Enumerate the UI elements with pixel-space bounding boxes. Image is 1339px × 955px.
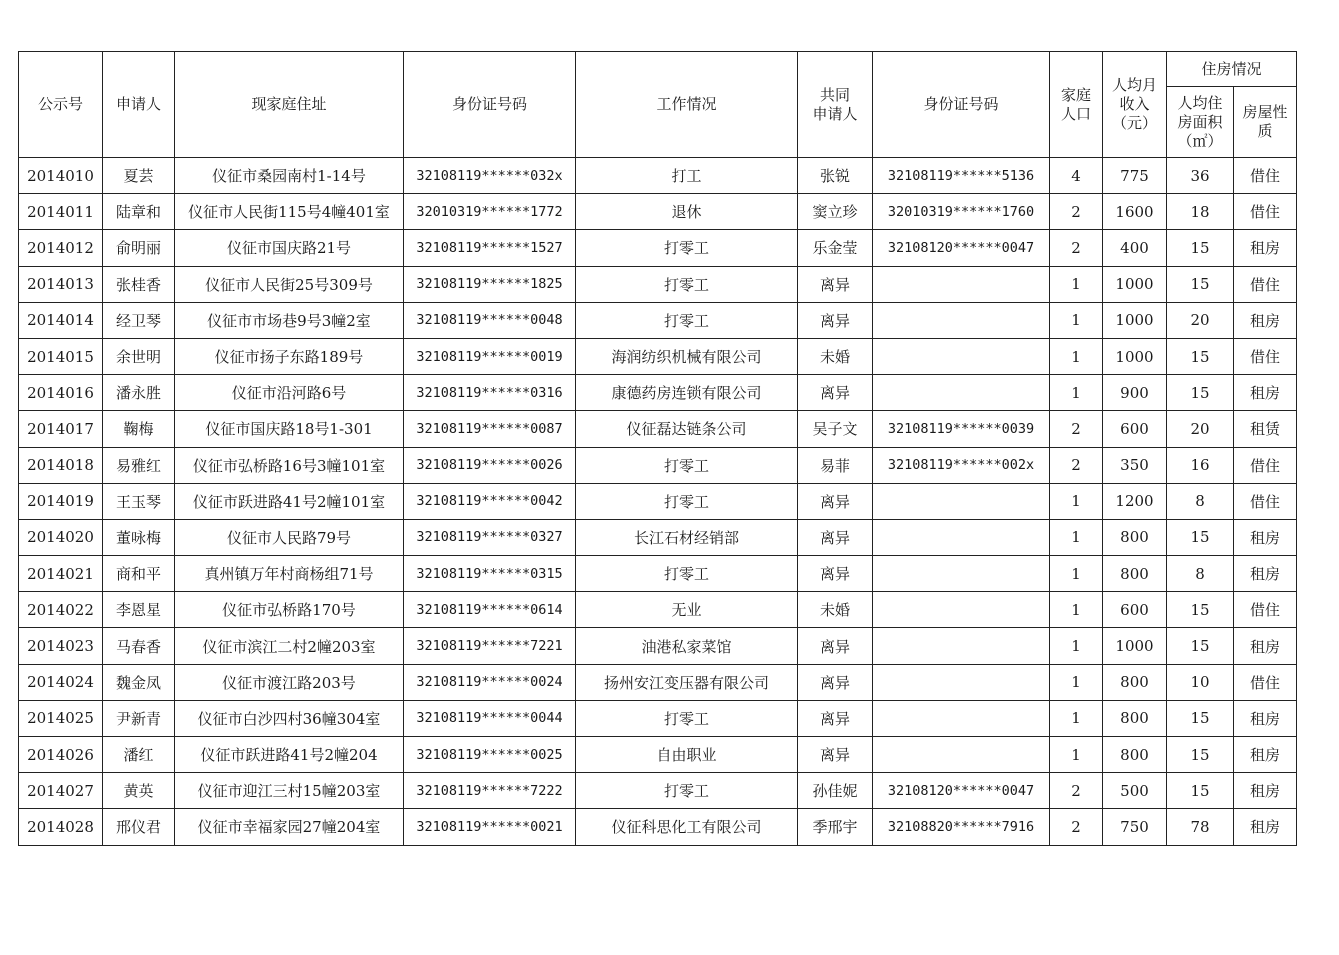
cell-id-no: 32108119******0025: [404, 737, 576, 773]
cell-co-id-no: 32108120******0047: [873, 230, 1050, 266]
cell-id-no: 32108119******7221: [404, 628, 576, 664]
cell-income: 400: [1103, 230, 1167, 266]
table-row: [19, 266, 1297, 302]
cell-work: 打零工: [576, 302, 798, 338]
cell-nature: 借住: [1234, 338, 1297, 374]
table-row: [19, 592, 1297, 628]
cell-notice-no: 2014012: [19, 230, 103, 266]
cell-address: 仪征市白沙四村36幢304室: [175, 700, 404, 736]
cell-work: 打零工: [576, 483, 798, 519]
cell-co-applicant: 离异: [798, 483, 873, 519]
cell-id-no: 32108119******0019: [404, 338, 576, 374]
table-row: [19, 338, 1297, 374]
cell-address: 仪征市沿河路6号: [175, 375, 404, 411]
header-work: 工作情况: [576, 52, 798, 158]
cell-co-applicant: 离异: [798, 664, 873, 700]
cell-co-applicant: 吴子文: [798, 411, 873, 447]
header-notice-no: 公示号: [19, 52, 103, 158]
cell-work: 扬州安江变压器有限公司: [576, 664, 798, 700]
cell-nature: 租房: [1234, 375, 1297, 411]
cell-address: 仪征市弘桥路16号3幢101室: [175, 447, 404, 483]
cell-applicant: 邢仪君: [103, 809, 175, 845]
cell-work: 无业: [576, 592, 798, 628]
cell-co-id-no: [873, 338, 1050, 374]
table-row: [19, 519, 1297, 555]
table-row: [19, 483, 1297, 519]
cell-applicant: 余世明: [103, 338, 175, 374]
cell-income: 500: [1103, 773, 1167, 809]
cell-id-no: 32108119******7222: [404, 773, 576, 809]
table-row: [19, 411, 1297, 447]
cell-applicant: 经卫琴: [103, 302, 175, 338]
cell-area: 15: [1167, 519, 1234, 555]
table-row: [19, 375, 1297, 411]
cell-co-id-no: [873, 628, 1050, 664]
cell-id-no: 32108119******0315: [404, 556, 576, 592]
cell-address: 仪征市人民街115号4幢401室: [175, 194, 404, 230]
cell-co-applicant: 未婚: [798, 592, 873, 628]
cell-address: 仪征市跃进路41号2幢101室: [175, 483, 404, 519]
cell-id-no: 32108119******0044: [404, 700, 576, 736]
cell-address: 仪征市滨江二村2幢203室: [175, 628, 404, 664]
cell-notice-no: 2014028: [19, 809, 103, 845]
cell-nature: 借住: [1234, 158, 1297, 194]
cell-work: 打零工: [576, 447, 798, 483]
cell-co-id-no: [873, 302, 1050, 338]
cell-work: 打零工: [576, 700, 798, 736]
cell-applicant: 易雅红: [103, 447, 175, 483]
cell-co-applicant: 离异: [798, 519, 873, 555]
cell-applicant: 王玉琴: [103, 483, 175, 519]
cell-work: 自由职业: [576, 737, 798, 773]
cell-work: 退休: [576, 194, 798, 230]
cell-applicant: 商和平: [103, 556, 175, 592]
cell-co-id-no: [873, 556, 1050, 592]
cell-income: 1000: [1103, 338, 1167, 374]
cell-area: 18: [1167, 194, 1234, 230]
cell-id-no: 32108119******032x: [404, 158, 576, 194]
header-id-no: 身份证号码: [404, 52, 576, 158]
cell-area: 15: [1167, 700, 1234, 736]
header-nature: 房屋性 质: [1234, 87, 1297, 158]
cell-co-id-no: 32108120******0047: [873, 773, 1050, 809]
cell-id-no: 32108119******0024: [404, 664, 576, 700]
cell-notice-no: 2014019: [19, 483, 103, 519]
cell-nature: 租房: [1234, 628, 1297, 664]
cell-area: 15: [1167, 737, 1234, 773]
cell-household: 4: [1050, 158, 1103, 194]
header-housing-group: 住房情况: [1167, 52, 1297, 87]
cell-applicant: 李恩星: [103, 592, 175, 628]
table-row: [19, 158, 1297, 194]
table-header-row: [19, 52, 1297, 87]
cell-household: 1: [1050, 519, 1103, 555]
cell-co-id-no: [873, 519, 1050, 555]
cell-notice-no: 2014014: [19, 302, 103, 338]
cell-notice-no: 2014011: [19, 194, 103, 230]
housing-application-table-sheet: [18, 51, 1296, 846]
cell-co-id-no: 32108119******002x: [873, 447, 1050, 483]
cell-co-applicant: 乐金莹: [798, 230, 873, 266]
table-row: [19, 809, 1297, 845]
cell-nature: 租房: [1234, 302, 1297, 338]
cell-address: 仪征市幸福家园27幢204室: [175, 809, 404, 845]
cell-income: 1600: [1103, 194, 1167, 230]
cell-notice-no: 2014020: [19, 519, 103, 555]
applicant-table: [18, 51, 1297, 846]
cell-work: 打零工: [576, 266, 798, 302]
cell-id-no: 32108119******0042: [404, 483, 576, 519]
cell-notice-no: 2014024: [19, 664, 103, 700]
cell-co-applicant: 窦立珍: [798, 194, 873, 230]
cell-household: 1: [1050, 700, 1103, 736]
cell-address: 仪征市渡江路203号: [175, 664, 404, 700]
header-applicant: 申请人: [103, 52, 175, 158]
cell-co-applicant: 孙佳妮: [798, 773, 873, 809]
cell-nature: 租房: [1234, 519, 1297, 555]
cell-applicant: 张桂香: [103, 266, 175, 302]
cell-address: 仪征市国庆路18号1-301: [175, 411, 404, 447]
table-row: [19, 230, 1297, 266]
cell-household: 2: [1050, 447, 1103, 483]
cell-co-id-no: [873, 266, 1050, 302]
cell-applicant: 尹新青: [103, 700, 175, 736]
cell-work: 仪征科思化工有限公司: [576, 809, 798, 845]
cell-applicant: 黄英: [103, 773, 175, 809]
cell-household: 1: [1050, 592, 1103, 628]
cell-income: 800: [1103, 556, 1167, 592]
cell-household: 1: [1050, 556, 1103, 592]
cell-nature: 借住: [1234, 483, 1297, 519]
cell-notice-no: 2014026: [19, 737, 103, 773]
cell-applicant: 俞明丽: [103, 230, 175, 266]
cell-id-no: 32108119******0048: [404, 302, 576, 338]
table-row: [19, 700, 1297, 736]
cell-income: 900: [1103, 375, 1167, 411]
cell-id-no: 32108119******1527: [404, 230, 576, 266]
table-row: [19, 737, 1297, 773]
cell-nature: 租房: [1234, 737, 1297, 773]
cell-nature: 租房: [1234, 773, 1297, 809]
cell-work: 打零工: [576, 773, 798, 809]
cell-household: 2: [1050, 411, 1103, 447]
cell-income: 1000: [1103, 266, 1167, 302]
cell-area: 15: [1167, 773, 1234, 809]
cell-area: 15: [1167, 375, 1234, 411]
cell-work: 油港私家菜馆: [576, 628, 798, 664]
cell-income: 800: [1103, 519, 1167, 555]
cell-household: 2: [1050, 773, 1103, 809]
cell-applicant: 夏芸: [103, 158, 175, 194]
table-row: [19, 556, 1297, 592]
cell-co-id-no: 32108119******5136: [873, 158, 1050, 194]
cell-address: 仪征市人民路79号: [175, 519, 404, 555]
cell-applicant: 董咏梅: [103, 519, 175, 555]
cell-id-no: 32108119******1825: [404, 266, 576, 302]
cell-nature: 借住: [1234, 664, 1297, 700]
cell-household: 1: [1050, 266, 1103, 302]
cell-area: 10: [1167, 664, 1234, 700]
cell-area: 36: [1167, 158, 1234, 194]
cell-co-id-no: [873, 700, 1050, 736]
cell-area: 15: [1167, 338, 1234, 374]
cell-area: 15: [1167, 628, 1234, 664]
cell-household: 1: [1050, 338, 1103, 374]
cell-household: 1: [1050, 483, 1103, 519]
cell-id-no: 32108119******0087: [404, 411, 576, 447]
cell-co-applicant: 离异: [798, 556, 873, 592]
cell-notice-no: 2014017: [19, 411, 103, 447]
cell-income: 800: [1103, 737, 1167, 773]
cell-applicant: 潘红: [103, 737, 175, 773]
cell-notice-no: 2014013: [19, 266, 103, 302]
cell-address: 真州镇万年村商杨组71号: [175, 556, 404, 592]
cell-income: 600: [1103, 592, 1167, 628]
cell-income: 600: [1103, 411, 1167, 447]
cell-co-id-no: 32010319******1760: [873, 194, 1050, 230]
cell-nature: 租房: [1234, 556, 1297, 592]
cell-work: 打工: [576, 158, 798, 194]
cell-nature: 租房: [1234, 809, 1297, 845]
cell-nature: 租赁: [1234, 411, 1297, 447]
cell-work: 打零工: [576, 556, 798, 592]
header-household: 家庭 人口: [1050, 52, 1103, 158]
cell-co-id-no: 32108820******7916: [873, 809, 1050, 845]
cell-address: 仪征市迎江三村15幢203室: [175, 773, 404, 809]
cell-co-applicant: 季邢宇: [798, 809, 873, 845]
cell-household: 1: [1050, 375, 1103, 411]
cell-notice-no: 2014027: [19, 773, 103, 809]
table-row: [19, 302, 1297, 338]
table-row: [19, 664, 1297, 700]
cell-area: 15: [1167, 592, 1234, 628]
cell-co-applicant: 离异: [798, 302, 873, 338]
cell-address: 仪征市市场巷9号3幢2室: [175, 302, 404, 338]
cell-co-applicant: 未婚: [798, 338, 873, 374]
cell-work: 长江石材经销部: [576, 519, 798, 555]
cell-co-applicant: 离异: [798, 266, 873, 302]
cell-income: 1000: [1103, 302, 1167, 338]
cell-notice-no: 2014021: [19, 556, 103, 592]
cell-id-no: 32108119******0021: [404, 809, 576, 845]
cell-nature: 租房: [1234, 230, 1297, 266]
cell-area: 8: [1167, 556, 1234, 592]
header-co-applicant: 共同 申请人: [798, 52, 873, 158]
cell-id-no: 32108119******0614: [404, 592, 576, 628]
cell-address: 仪征市人民街25号309号: [175, 266, 404, 302]
table-row: [19, 773, 1297, 809]
cell-income: 800: [1103, 664, 1167, 700]
cell-co-id-no: [873, 664, 1050, 700]
table-row: [19, 447, 1297, 483]
cell-household: 2: [1050, 230, 1103, 266]
cell-nature: 借住: [1234, 194, 1297, 230]
cell-applicant: 陆章和: [103, 194, 175, 230]
cell-notice-no: 2014022: [19, 592, 103, 628]
cell-applicant: 鞠梅: [103, 411, 175, 447]
cell-co-applicant: 张锐: [798, 158, 873, 194]
cell-area: 78: [1167, 809, 1234, 845]
cell-income: 1200: [1103, 483, 1167, 519]
cell-address: 仪征市桑园南村1-14号: [175, 158, 404, 194]
cell-household: 2: [1050, 809, 1103, 845]
cell-work: 康德药房连锁有限公司: [576, 375, 798, 411]
cell-id-no: 32010319******1772: [404, 194, 576, 230]
cell-income: 775: [1103, 158, 1167, 194]
cell-applicant: 潘永胜: [103, 375, 175, 411]
cell-area: 8: [1167, 483, 1234, 519]
cell-notice-no: 2014023: [19, 628, 103, 664]
cell-notice-no: 2014015: [19, 338, 103, 374]
cell-nature: 借住: [1234, 447, 1297, 483]
cell-applicant: 马春香: [103, 628, 175, 664]
cell-co-id-no: [873, 483, 1050, 519]
cell-household: 1: [1050, 628, 1103, 664]
cell-income: 350: [1103, 447, 1167, 483]
table-row: [19, 628, 1297, 664]
cell-income: 1000: [1103, 628, 1167, 664]
cell-co-id-no: [873, 592, 1050, 628]
cell-address: 仪征市弘桥路170号: [175, 592, 404, 628]
cell-notice-no: 2014010: [19, 158, 103, 194]
header-area: 人均住 房面积 （㎡）: [1167, 87, 1234, 158]
cell-co-id-no: [873, 375, 1050, 411]
cell-household: 2: [1050, 194, 1103, 230]
cell-co-id-no: 32108119******0039: [873, 411, 1050, 447]
cell-household: 1: [1050, 737, 1103, 773]
cell-nature: 借住: [1234, 592, 1297, 628]
cell-notice-no: 2014025: [19, 700, 103, 736]
cell-area: 16: [1167, 447, 1234, 483]
header-income: 人均月 收入 （元）: [1103, 52, 1167, 158]
header-co-id-no: 身份证号码: [873, 52, 1050, 158]
table-row: [19, 194, 1297, 230]
cell-notice-no: 2014016: [19, 375, 103, 411]
cell-notice-no: 2014018: [19, 447, 103, 483]
cell-co-applicant: 离异: [798, 700, 873, 736]
cell-nature: 借住: [1234, 266, 1297, 302]
cell-work: 仪征磊达链条公司: [576, 411, 798, 447]
cell-co-applicant: 离异: [798, 628, 873, 664]
cell-household: 1: [1050, 302, 1103, 338]
cell-id-no: 32108119******0026: [404, 447, 576, 483]
cell-area: 15: [1167, 230, 1234, 266]
cell-id-no: 32108119******0316: [404, 375, 576, 411]
cell-co-id-no: [873, 737, 1050, 773]
cell-income: 800: [1103, 700, 1167, 736]
cell-area: 15: [1167, 266, 1234, 302]
cell-co-applicant: 离异: [798, 737, 873, 773]
cell-address: 仪征市国庆路21号: [175, 230, 404, 266]
cell-co-applicant: 易菲: [798, 447, 873, 483]
cell-income: 750: [1103, 809, 1167, 845]
cell-nature: 租房: [1234, 700, 1297, 736]
cell-applicant: 魏金凤: [103, 664, 175, 700]
cell-id-no: 32108119******0327: [404, 519, 576, 555]
cell-address: 仪征市跃进路41号2幢204: [175, 737, 404, 773]
cell-area: 20: [1167, 411, 1234, 447]
cell-household: 1: [1050, 664, 1103, 700]
cell-work: 打零工: [576, 230, 798, 266]
cell-area: 20: [1167, 302, 1234, 338]
cell-address: 仪征市扬子东路189号: [175, 338, 404, 374]
header-address: 现家庭住址: [175, 52, 404, 158]
cell-co-applicant: 离异: [798, 375, 873, 411]
cell-work: 海润纺织机械有限公司: [576, 338, 798, 374]
